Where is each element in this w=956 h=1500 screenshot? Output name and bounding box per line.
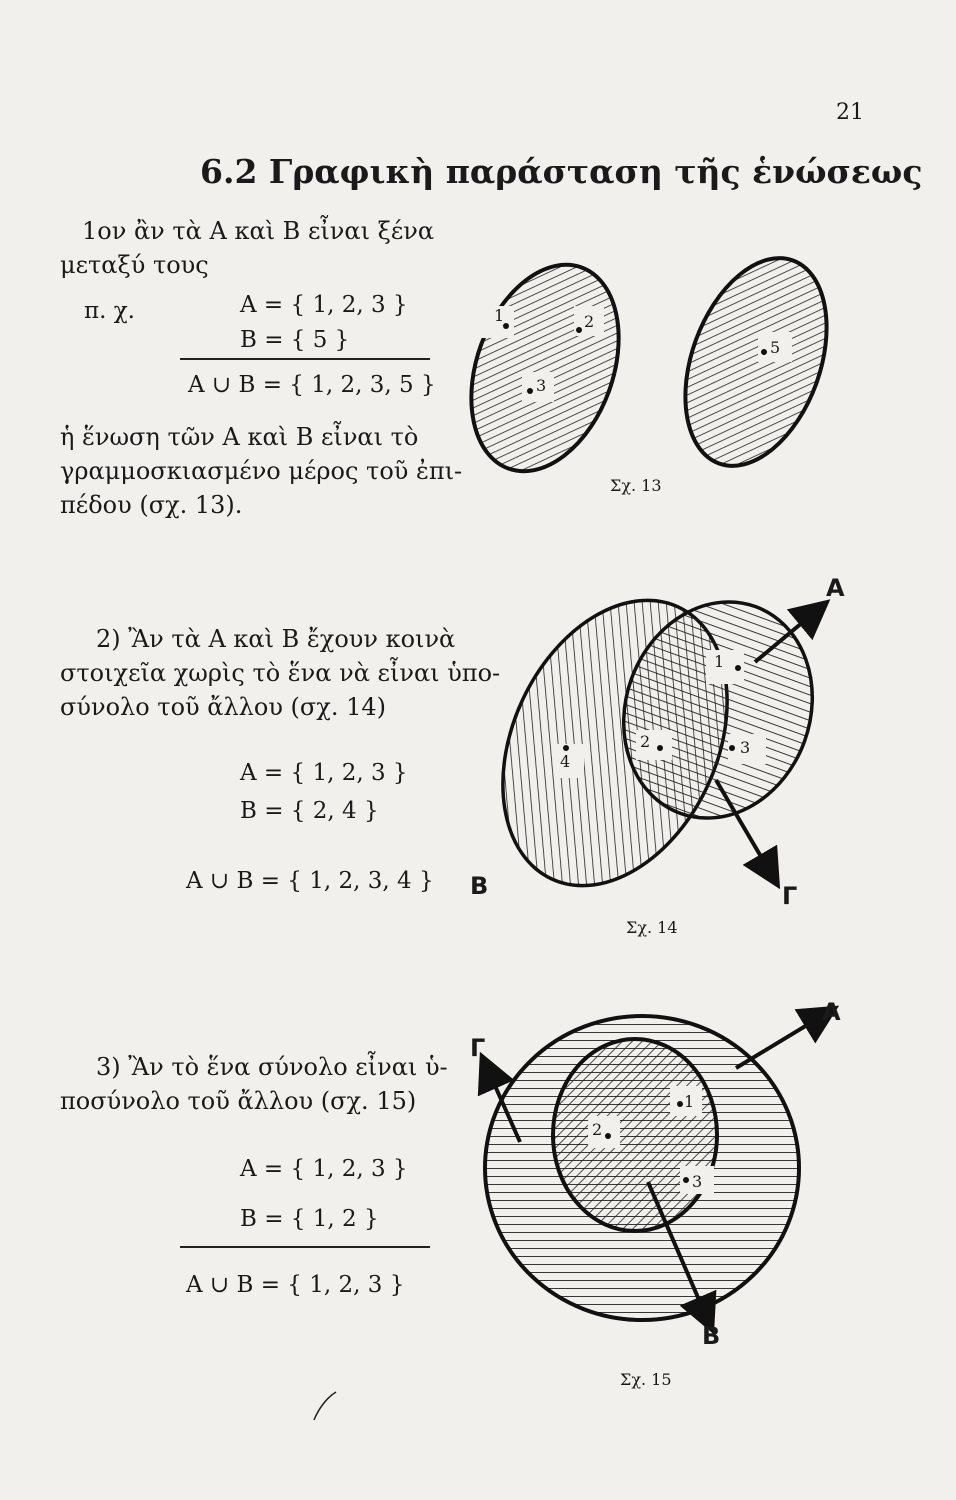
case1-example-label: π. χ. [84,298,135,324]
case1-desc3: πέδου (σχ. 13). [60,491,243,519]
fig14-label-1: 1 [714,652,725,671]
fig14-label-4: 4 [560,752,571,771]
fig15-label-b: B [702,1322,721,1350]
fig15-set-b-ellipse [553,1039,717,1231]
case1-line1: 1ον ἂν τὰ Α καὶ Β εἶναι ξένα [82,217,435,245]
case2-set-b: B = { 2, 4 } [240,798,379,824]
case3-line2: ποσύνολο τοῦ ἄλλου (σχ. 15) [60,1087,417,1115]
fig15-arrow-a [736,1016,822,1068]
fig14-label-3: 3 [740,738,751,757]
fig14-dot-4 [563,745,569,751]
pen-mark [314,1392,336,1420]
fig13-set-a-ellipse [445,244,646,492]
case3-line1: 3) Ἂν τὸ ἕνα σύνολο εἶναι ὑ- [96,1053,448,1081]
case2-line1: 2) Ἂν τὰ Α καὶ Β ἔχουν κοινὰ [96,625,456,653]
fig15-dot-2 [605,1133,611,1139]
case2-line2: στοιχεῖα χωρὶς τὸ ἕνα νὰ εἶναι ὑπο- [60,659,501,687]
fig14-diagram [459,564,842,922]
case2-line3: σύνολο τοῦ ἄλλου (σχ. 14) [60,693,386,721]
case2-set-a: A = { 1, 2, 3 } [240,760,408,786]
fig15-label-1: 1 [684,1092,695,1111]
fig15-label-3: 3 [692,1172,703,1191]
case1-desc2: γραμμοσκιασμένο μέρος τοῦ ἐπι- [60,457,463,485]
fig13-label-5: 5 [770,338,781,357]
case2-union: A ∪ B = { 1, 2, 3, 4 } [186,868,434,894]
fig14-caption: Σχ. 14 [626,918,678,937]
fig13-set-b-ellipse [659,239,853,486]
case1-set-b: B = { 5 } [240,327,350,353]
fig13-dot-3 [527,388,533,394]
fig13-label-2: 2 [584,312,595,331]
case3-set-a: A = { 1, 2, 3 } [240,1156,408,1182]
fig15-dot-3 [683,1177,689,1183]
fig14-label-a: A [826,574,845,602]
fig15-dot-1 [677,1101,683,1107]
fig13-label-3: 3 [536,376,547,395]
fig13-caption: Σχ. 13 [610,476,662,495]
fig15-label-2: 2 [592,1120,603,1139]
fig15-label-gamma: Γ [470,1034,486,1062]
case1-desc1: ἡ ἕνωση τῶν Α καὶ Β εἶναι τὸ [60,423,419,451]
fig15-diagram [314,1016,822,1420]
fig13-diagram [445,239,854,492]
fig14-dot-3 [729,745,735,751]
fig15-label-a: A [822,998,841,1026]
fig14-label-b: B [470,872,489,900]
fig14-label-gamma: Γ [782,882,798,910]
fig15-caption: Σχ. 15 [620,1370,672,1389]
case1-union: A ∪ B = { 1, 2, 3, 5 } [188,372,436,398]
case1-line2: μεταξύ τους [60,251,209,279]
fig14-dot-2 [657,745,663,751]
fig14-dot-1 [735,665,741,671]
fig13-dot-5 [761,349,767,355]
fig14-label-2: 2 [640,732,651,751]
case3-set-b: B = { 1, 2 } [240,1206,379,1232]
case3-union: A ∪ B = { 1, 2, 3 } [186,1272,405,1298]
page-number: 21 [836,100,864,125]
section-title: 6.2 Γραφικὴ παράσταση τῆς ἑνώσεως [200,152,923,191]
fig13-label-1: 1 [494,306,505,325]
case1-set-a: A = { 1, 2, 3 } [240,292,408,318]
fig13-dot-2 [576,327,582,333]
